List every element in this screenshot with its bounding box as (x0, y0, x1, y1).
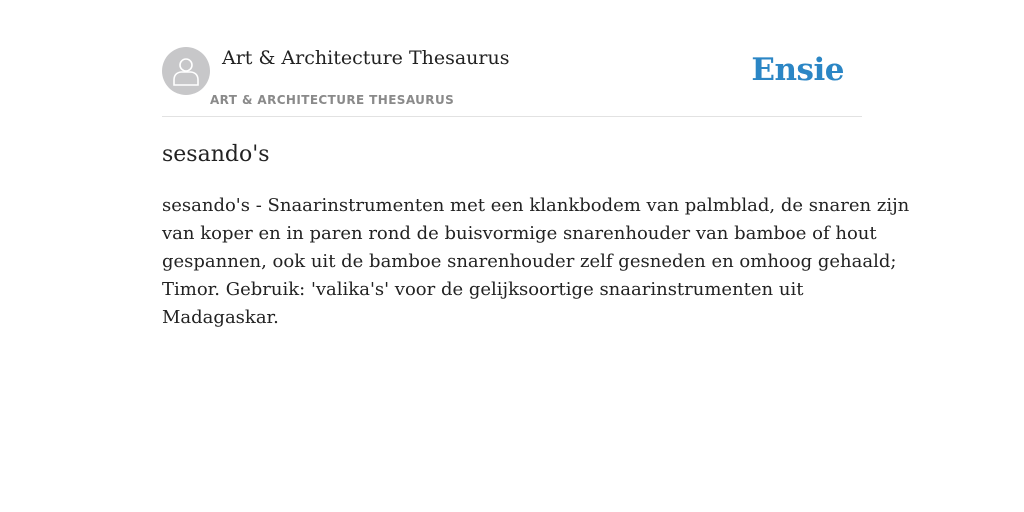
avatar[interactable] (162, 47, 210, 95)
definition-line: gespannen, ook uit de bamboe snarenhouder zelf gesneden en omhoog gehaald; (162, 251, 897, 272)
header (162, 46, 862, 117)
definition-line: Madagaskar. (162, 307, 279, 328)
definition-text (162, 192, 910, 332)
user-silhouette-icon (172, 56, 200, 86)
brand-logo[interactable]: Ensie (751, 52, 844, 88)
definition-line: van koper en in paren rond de buisvormige snarenhouder van bamboe of hout (162, 223, 877, 244)
author-name[interactable]: Art & Architecture Thesaurus (222, 47, 510, 69)
definition-line: sesando's - Snaarinstrumenten met een klankbodem van palmblad, de snaren zijn (162, 195, 910, 216)
source-label[interactable]: ART & ARCHITECTURE THESAURUS (210, 93, 455, 107)
page-title: sesando's (162, 142, 270, 167)
definition-line: Timor. Gebruik: 'valika's' voor de gelijksoortige snaarinstrumenten uit (162, 279, 804, 300)
